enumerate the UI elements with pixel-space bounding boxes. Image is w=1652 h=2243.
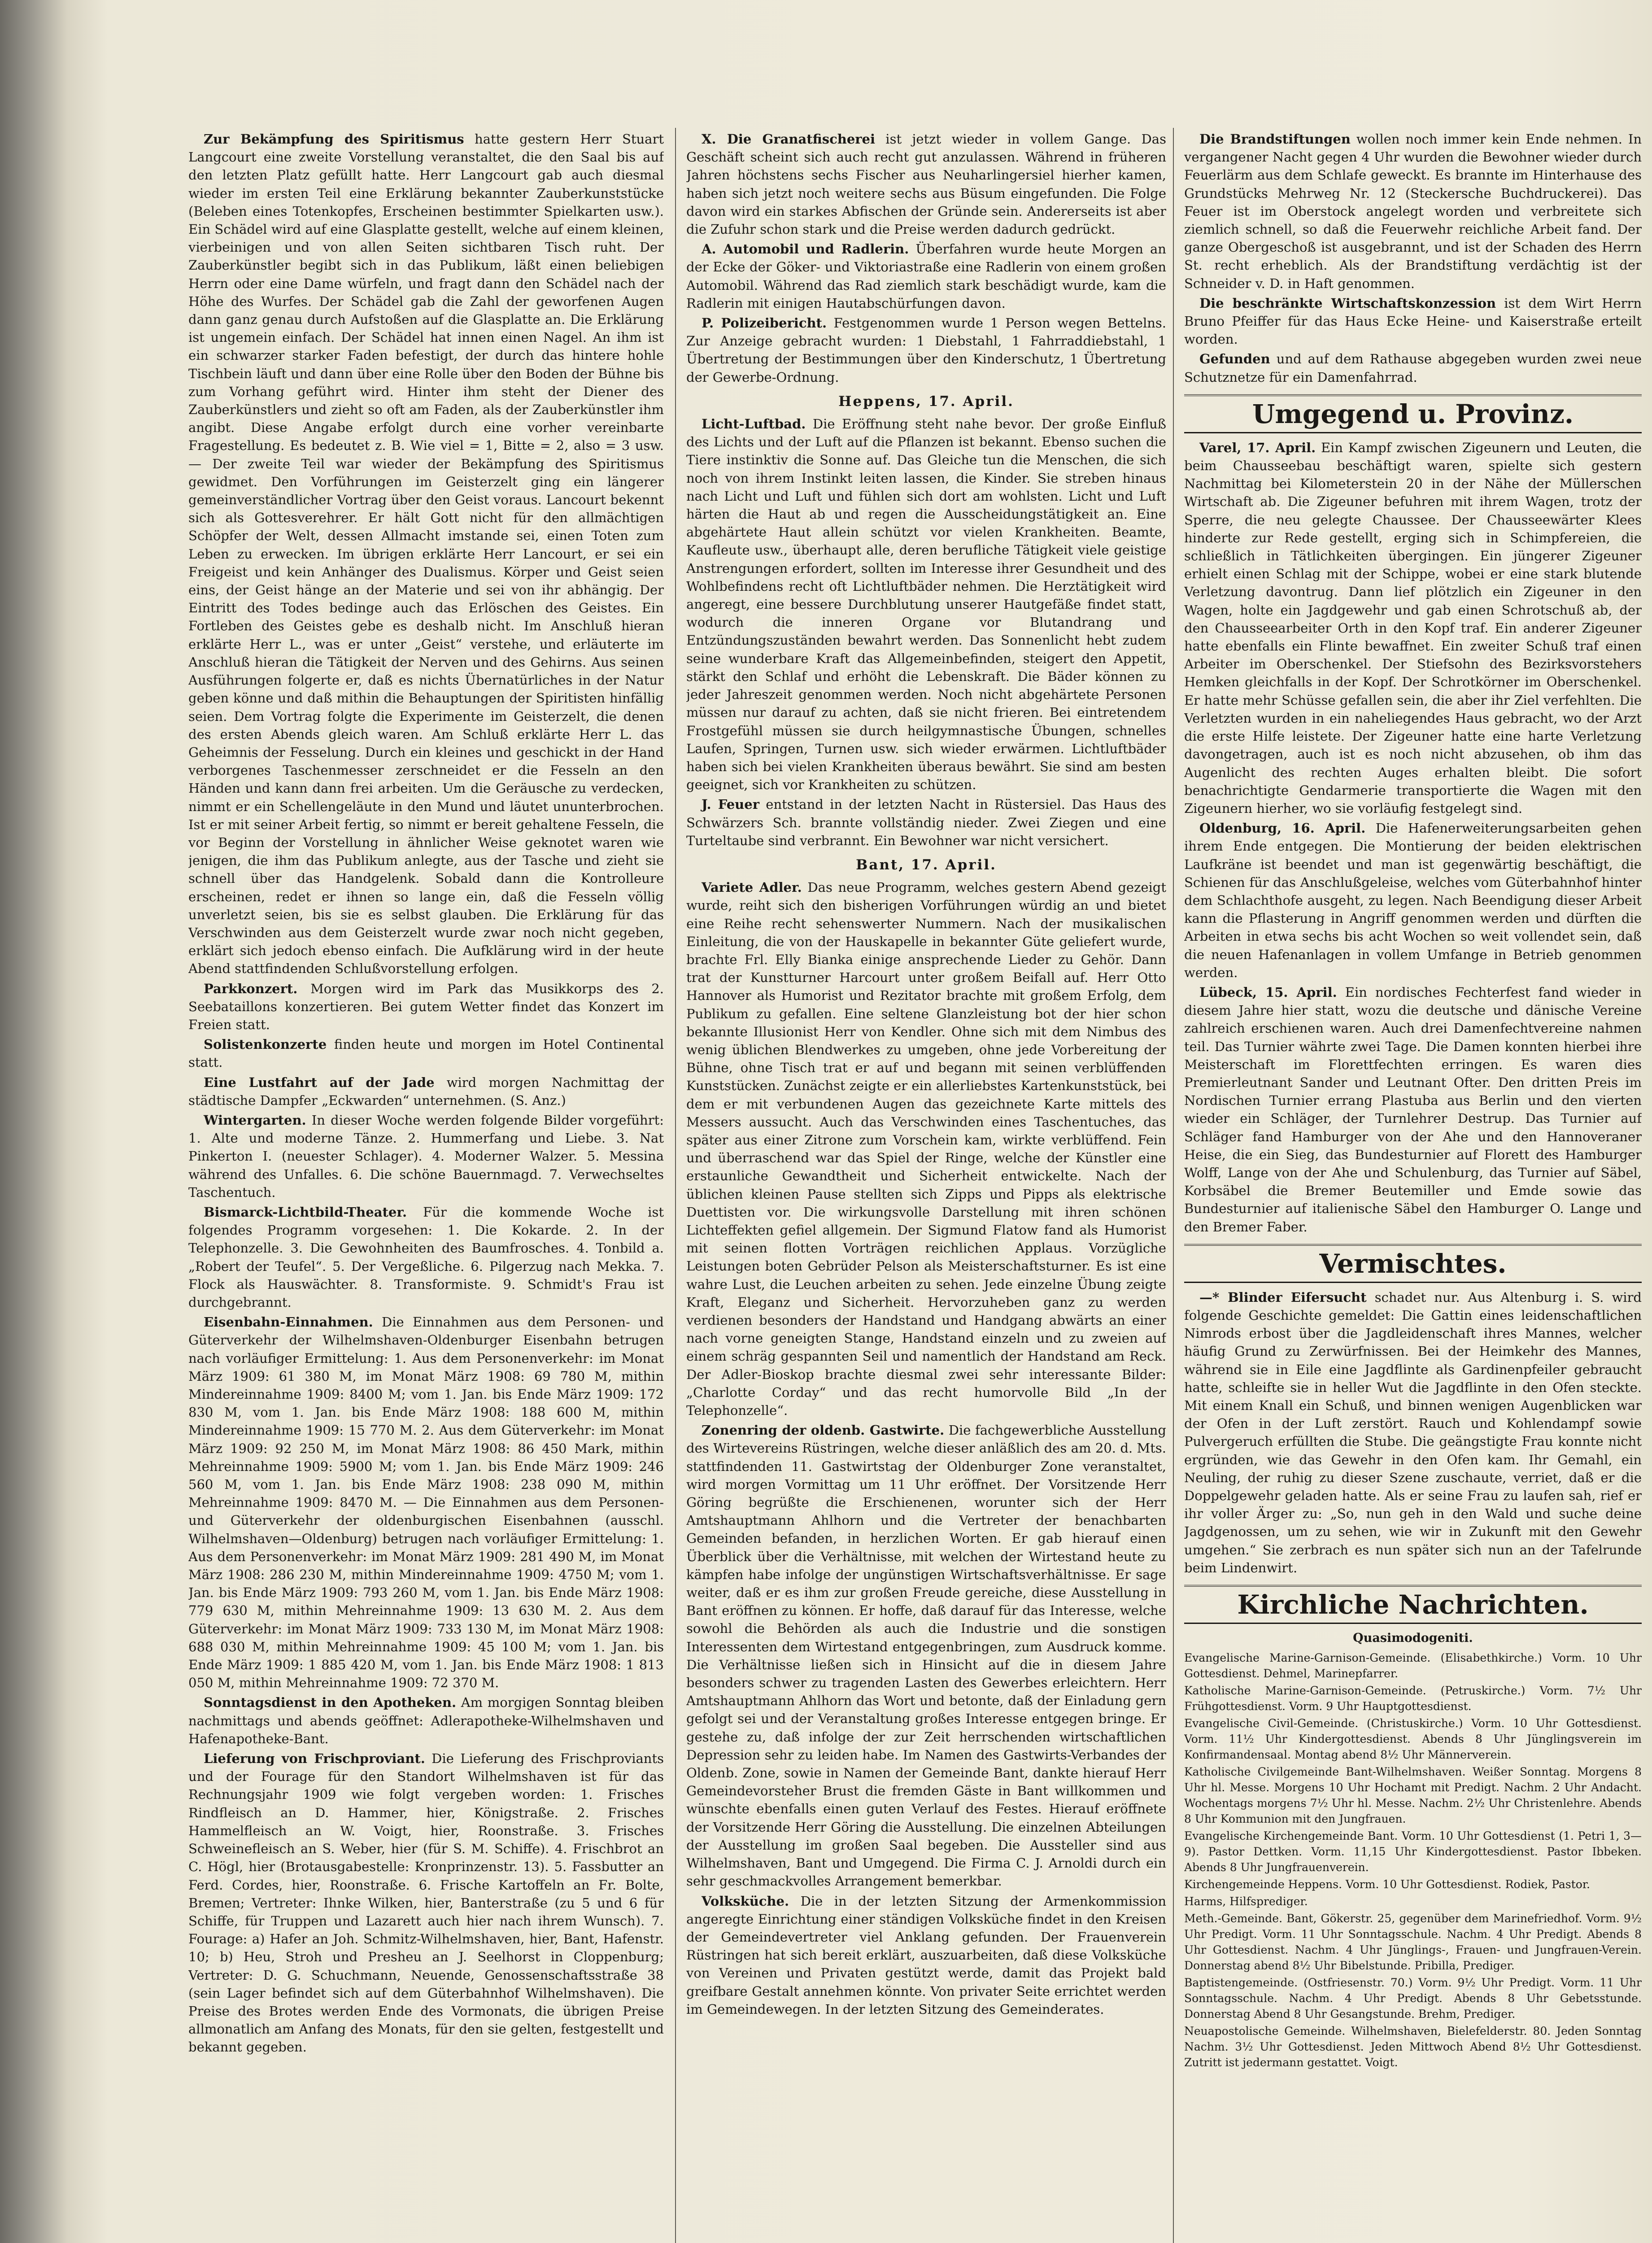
article-heading: Varel, 17. April. <box>1199 440 1316 455</box>
article-text: Die in der letzten Sitzung der Armenkommission angeregte Einrichtung einer ständigen Volksküche findet in den Kreisen der Gemeindevertreter viel Anklang gefunden. Der Frauenverein Rüstringen hat sich bereit erklärt, auszuarbeiten, daß diese Volksküche von Vereinen und Privaten gestützt werde, damit das Projekt bald greifbare Gestalt annehmen könnte. Von privater Seite errichtet werden im Gemeindewegen. In der letzten Sitzung des Gemeinderates. <box>686 1893 1166 2017</box>
article-heading: Sonntagsdienst in den Apotheken. <box>204 1695 457 1711</box>
church-entry: Neuapostolische Gemeinde. Wilhelmshaven, Bielefelderstr. 80. Jeden Sonntag Nachm. 3½ Uhr Gottesdienst. Jeden Mittwoch Abend 8½ Uhr Gottesdienst. Zutritt ist jedermann gestattet. Voigt. <box>1184 2025 1642 2069</box>
kirchliche-subtitle: Quasimodogeniti. <box>1353 1631 1473 1645</box>
article-heading: Solistenkonzerte <box>204 1037 327 1052</box>
church-entry: Evangelische Marine-Garnison-Gemeinde. (Elisabethkirche.) Vorm. 10 Uhr Gottesdienst. Dehmel, Marinepfarrer. <box>1184 1651 1642 1680</box>
article-text: Morgen wird im Park das Musikkorps des 2. Seebataillons konzertieren. Bei gutem Wetter findet das Konzert im Freien statt. <box>188 981 664 1032</box>
section-title-vermischtes: Vermischtes. <box>1184 1244 1642 1283</box>
article-heading: —* Blinder Eifersucht <box>1199 1289 1367 1305</box>
article-paragraph <box>188 980 664 1034</box>
article-paragraph <box>188 1750 664 2056</box>
local-news-top <box>686 130 1166 386</box>
church-entry: Kirchengemeinde Heppens. Vorm. 10 Uhr Gottesdienst. Rodiek, Pastor. <box>1184 1878 1590 1891</box>
article-heading: Gefunden <box>1199 351 1270 367</box>
church-entry: Evangelische Civil-Gemeinde. (Christuskirche.) Vorm. 10 Uhr Gottesdienst. Vorm. 11½ Uhr Kindergottesdienst. Abends 8 Uhr Jünglingsverein im Konfirmandensaal. Montag abend 8½ Uhr Männerverein. <box>1184 1717 1642 1762</box>
article-text: Festgenommen wurde 1 Person wegen Bettelns. Zur Anzeige gebracht wurden: 1 Diebstahl, 1 Fahrraddiebstahl, 1 Übertretung der Bestimmungen über den Kinderschutz, 1 Übertretung der Gewerbe-Ordnung. <box>686 315 1166 385</box>
article-text: Die Einnahmen aus dem Personen- und Güterverkehr der Wilhelmshaven-Oldenburger Eisenbahn betrugen nach vorläufiger Ermittelung: 1. Aus dem Personenverkehr: im Monat März 1909: 61 380 M, im Monat März 1908: 69 780 M, mithin Mindereinnahme 1909: 8400 M; vom 1. Jan. bis Ende März 1909: 172 830 M, vom 1. Jan. bis Ende März 1908: 188 600 M, mithin Mindereinnahme 1909: 15 770 M. 2. Aus dem Güterverkehr: im Monat März 1909: 92 250 M, im Monat März 1908: 86 450 Mark, mithin Mehreinnahme 1909: 5900 M; vom 1. Jan. bis Ende März 1909: 246 560 M, vom 1. Jan. bis Ende März 1908: 238 090 M, mithin Mehreinnahme 1909: 8470 M. — Die Einnahmen aus dem Personen- und Güterverkehr der oldenburgischen Eisenbahnen (ausschl. Wilhelmshaven—Oldenburg) betrugen nach vorläufiger Ermittelung: 1. Aus dem Personenverkehr: im Monat März 1909: 281 490 M, im Monat März 1908: 286 230 M, mithin Mindereinnahme 1909: 4750 M; vom 1. Jan. bis Ende März 1909: 793 260 M, vom 1. Jan. bis Ende März 1908: 779 630 M, mithin Mehreinnahme 1909: 13 630 M. 2. Aus dem Güterverkehr: im Monat März 1909: 733 130 M, im Monat März 1908: 688 030 M, mithin Mehreinnahme 1909: 45 100 M; vom 1. Jan. bis Ende März 1909: 1 885 420 M, vom 1. Jan. bis Ende März 1908: 1 813 050 M, mithin Mehreinnahme 1909: 72 370 M. <box>188 1314 664 1691</box>
article-heading: Eisenbahn-Einnahmen. <box>204 1314 373 1330</box>
article-text: Das neue Programm, welches gestern Abend gezeigt wurde, reiht sich den bisherigen Vorführungen würdig an und bietet eine Reihe recht sehenswerter Nummern. Nach der musikalischen Einleitung, die von der Hauskapelle in bekannter Güte geliefert wurde, brachte Frl. Elly Bianka einige ansprechende Lieder zu Gehör. Dann trat der Kunstturner Harcourt unter großem Beifall auf. Herr Otto Hannover als Humorist und Rezitator brachte mit großem Erfolg, dem Publikum zu gefallen. Eine seltene Glanzleistung bot der hier schon bekannte Illusionist Herr von Kendler. Ohne sich mit dem Nimbus des wenig üblichen Blendwerkes zu umgeben, ohne jede Vorbereitung der Bühne, ohne Tisch trat er auf und begann mit seinen verblüffenden Kunststücken. Zunächst zeigte er ein allerliebstes Kartenkunststück, bei dem er mit verbundenen Augen das gezeichnete Karte mittels des Messers aussucht. Auch das Verschwinden eines Taschentuches, das später aus einer Zitrone zum Vorschein kam, wirkte verblüffend. Fein und überraschend war das Spiel der Ringe, welche der Künstler eine erstaunliche Gewandtheit und Sicherheit entwickelte. Nach der üblichen kleinen Pause stellten sich Zipps und Pipps als elektrische Duettisten vor. Die wirkungsvolle Darstellung mit ihren schönen Lichteffekten gefiel allgemein. Der Sigmund Flatow fand als Humorist mit seinen flotten Vorträgen reichlichen Applaus. Vorzügliche Leistungen boten Gebrüder Pelson als Meisterschaftsturner. Es ist eine wahre Lust, die Leuchen arbeiten zu sehen. Jede einzelne Übung zeigte Kraft, Eleganz und Sicherheit. Hervorzuheben ganz zu werden verdienen besonders der Handstand und Handgang abwärts an einer nach vorne geneigten Stange, Handstand einzeln und zu zweien auf einem schräg gespannten Seil und namentlich der Handstand am Reck. Der Adler-Bioskop brachte diesmal zwei sehr interessante Bilder: „Charlotte Corday“ und das recht humorvolle Bild „In der Telephonzelle“. <box>686 880 1166 1418</box>
article-paragraph <box>686 415 1166 794</box>
article-heading: Licht-Luftbad. <box>702 416 806 432</box>
article-heading: Eine Lustfahrt auf der Jade <box>204 1074 435 1090</box>
article-heading: Lübeck, 15. April. <box>1199 984 1337 1000</box>
article-text: Für die kommende Woche ist folgendes Programm vorgesehen: 1. Die Kokarde. 2. In der Telephonzelle. 3. Die Gewohnheiten des Baumfrosches. 4. Tonbild a. „Robert der Teufel“. 5. Der Vergeßliche. 6. Pilgerzug nach Mekka. 7. Flock als Hauswächter. 8. Transformiste. 9. Schmidt's Frau ist durchgebrannt. <box>188 1204 664 1310</box>
article-text: wird morgen Nachmittag der städtische Dampfer „Eckwarden“ unternehmen. (S. Anz.) <box>188 1074 664 1108</box>
article-text: ist jetzt wieder in vollem Gange. Das Geschäft scheint sich auch recht gut anzulassen. Während in früheren Jahren höchstens sechs Fischer aus Neuharlingersiel hierher kamen, haben sich jetzt noch weitere sechs aus Büsum eingefunden. Die Folge davon wird ein starkes Abfischen der Gründe sein. Andererseits ist aber die Zufuhr schon stark und die Preise werden dadurch gedrückt. <box>686 131 1166 237</box>
article-heading: A. Automobil und Radlerin. <box>702 241 909 257</box>
vermischtes-news <box>1184 1288 1642 1577</box>
dateline-bant: Bant, 17. April. <box>856 856 997 873</box>
article-paragraph <box>188 1111 664 1201</box>
article-paragraph <box>686 1892 1166 2018</box>
article-paragraph <box>686 795 1166 850</box>
church-entry: Meth.-Gemeinde. Bant, Gökerstr. 25, gegenüber dem Marinefriedhof. Vorm. 9½ Uhr Predigt. Vorm. 11 Uhr Sonntagsschule. Nachm. 4 Uhr Predigt. Abends 8 Uhr Gottesdienst. Nachm. 4 Uhr Jünglings-, Frauen- und Jungfrauen-Verein. Donnerstag abend 8½ Uhr Bibelstunde. Pribilla, Prediger. <box>1184 1912 1642 1972</box>
article-heading: Parkkonzert. <box>204 981 298 996</box>
article-text: Die Hafenerweiterungsarbeiten gehen ihrem Ende entgegen. Die Montierung der beiden elektrischen Laufkräne ist beendet und man ist gegenwärtig beschäftigt, die Schienen für das Anschlußgeleise, welches vom Güterbahnhof hinter dem Schlachthofe ausgeht, zu legen. Nach Beendigung dieser Arbeit kann die Pflasterung in Angriff genommen werden und dürften die Arbeiten in etwa sechs bis acht Wochen so weit vollendet sein, daß die neuen Hafenanlagen in vollem Umfange in Betrieb genommen werden. <box>1184 820 1642 980</box>
article-paragraph <box>686 314 1166 386</box>
article-paragraph <box>686 1421 1166 1890</box>
local-news-right <box>1184 130 1642 386</box>
bant-news <box>686 878 1166 2018</box>
article-heading: Die beschränkte Wirtschaftskonzession <box>1199 295 1496 311</box>
article-paragraph <box>188 1073 664 1109</box>
article-paragraph <box>188 1693 664 1748</box>
article-text: Die fachgewerbliche Ausstellung des Wirtevereins Rüstringen, welche dieser anläßlich des am 20. d. Mts. stattfindenden 11. Gastwirtstag der Oldenburger Zone veranstaltet, wird morgen Vormittag um 11 Uhr eröffnet. Der Vorsitzende Herr Göring begrüßte die Erschienenen, worunter sich der Herr Amtshauptmann Ahlhorn und die Vertreter der benachbarten Gemeinden befanden, in herzlichen Worten. Er gab hierauf einen Überblick über die Verhältnisse, mit welchen der Wirtestand heute zu kämpfen habe infolge der ungünstigen Wirtschaftsverhältnisse. Er sage weiter, daß er es ihm zur großen Freude gereiche, diese Ausstellung in Bant eröffnen zu können. Er hoffe, daß darauf für das Interesse, welche sowohl die Behörden als auch die Industrie und die sonstigen Interessenten dem Wirtestand entgegenbringen, zum Ausdruck komme. Die Verhältnisse ließen sich in Hinsicht auf die in diesem Jahre besonders schwer zu tragenden Lasten des Gewerbes erleichtern. Herr Amtshauptmann Ahlhorn das Wort und betonte, daß der Einladung gern gefolgt sei und der Veranstaltung großes Interesse entgegen bringe. Er gestehe zu, daß infolge der zur Zeit herrschenden wirtschaftlichen Depression sehr zu leiden habe. Im Namen des Gastwirts-Verbandes der Oldenb. Zone, sowie in Namen der Gemeinde Bant, dankte hierauf Herr Gemeindevorsteher Brust die fremden Gäste in Bant willkommen und wünschte ebenfalls einen guten Verlauf des Festes. Hierauf eröffnete der Vorsitzende Herr Göring die Ausstellung. Die einzelnen Abteilungen der Ausstellung im großen Saal begeben. Die Aussteller sind aus Wilhelmshaven, Bant und Umgegend. Die Firma C. J. Arnoldi durch ein sehr geschmackvolles Arrangement bemerkbar. <box>686 1423 1166 1889</box>
column-middle <box>686 130 1166 2243</box>
article-heading: Die Brandstiftungen <box>1199 131 1351 147</box>
section-title-umgegend: Umgegend u. Provinz. <box>1184 394 1642 433</box>
column-rule <box>675 128 676 2243</box>
church-entry: Evangelische Kirchengemeinde Bant. Vorm. 10 Uhr Gottesdienst (1. Petri 1, 3—9). Pastor Dettken. Vorm. 11,15 Uhr Kindergottesdienst. Pastor Ibbeken. Abends 8 Uhr Jungfrauenverein. <box>1184 1829 1642 1874</box>
article-paragraph <box>1184 1288 1642 1577</box>
column-left <box>188 130 664 2243</box>
article-text: Überfahren wurde heute Morgen an der Ecke der Göker- und Viktoriastraße eine Radlerin von einem großen Automobil. Während das Rad ziemlich stark beschädigt wurde, kam die Radlerin mit einigen Hautabschürfungen davon. <box>686 241 1166 311</box>
article-heading: Wintergarten. <box>204 1112 306 1128</box>
article-paragraph <box>686 130 1166 238</box>
article-text: Die Eröffnung steht nahe bevor. Der große Einfluß des Lichts und der Luft auf die Pflanzen ist bekannt. Ebenso suchen die Tiere instinktiv die Sonne auf. Das Gleiche tun die Menschen, die sich noch von ihrem Instinkt leiten lassen, die Kinder. Sie streben hinaus nach Licht und Luft und fühlen sich dort am wohlsten. Licht und Luft härten die Haut ab und regen die Ausscheidungstätigkeit an. Eine abgehärtete Haut allein schützt vor vielen Krankheiten. Beamte, Kaufleute usw., überhaupt alle, deren berufliche Tätigkeit viele geistige Anstrengungen erfordert, sollten im Interesse ihrer Gesundheit und des Wohlbefindens recht oft Lichtluftbäder nehmen. Die Herztätigkeit wird angeregt, eine bessere Durchblutung unserer Hautgefäße findet statt, wodurch die inneren Organe vor Blutandrang und Entzündungszuständen bewahrt werden. Das Sonnenlicht hebt zudem seine wunderbare Kraft das Allgemeinbefinden, steigert den Appetit, stärkt den Schlaf und erhöht die Lebenskraft. Die Bäder können zu jeder Jahreszeit genommen werden. Noch nicht abgehärtete Personen müssen nur darauf zu achten, daß sie nicht frieren. Bei eintretendem Frostgefühl müssen sie durch heilgymnastische Übungen, schnelles Laufen, Springen, Turnen usw. sich wieder erwärmen. Lichtluftbäder haben sich bei vielen Krankheiten überaus bewährt. Sie sind am besten geeignet, sich vor Krankheiten zu schützen. <box>686 416 1166 793</box>
article-heading: P. Polizeibericht. <box>702 315 827 331</box>
article-text: In dieser Woche werden folgende Bilder vorgeführt: 1. Alte und moderne Tänze. 2. Hummerfang und Liebe. 3. Nat Pinkerton I. (neuester Schlager). 4. Moderner Walzer. 5. Messina während des Unfalles. 6. Die schöne Bauernmagd. 7. Verwechseltes Taschentuch. <box>188 1112 664 1200</box>
article-paragraph <box>188 1035 664 1071</box>
article-paragraph <box>1184 819 1642 982</box>
article-paragraph <box>686 878 1166 1419</box>
heppens-news <box>686 415 1166 850</box>
article-paragraph <box>1184 983 1642 1236</box>
article-paragraph <box>1184 350 1642 386</box>
article-paragraph <box>188 130 664 978</box>
church-entry: Baptistengemeinde. (Ostfriesenstr. 70.) Vorm. 9½ Uhr Predigt. Vorm. 11 Uhr Sonntagsschule. Nachm. 4 Uhr Predigt. Abends 8 Uhr Gebetsstunde. Donnerstag Abend 8 Uhr Gesangstunde. Brehm, Prediger. <box>1184 1976 1642 2021</box>
church-entry: Harms, Hilfsprediger. <box>1184 1895 1308 1908</box>
article-paragraph <box>1184 294 1642 349</box>
article-text: hatte gestern Herr Stuart Langcourt eine zweite Vorstellung veranstaltet, die den Saal bis auf den letzten Platz gefüllt hatte. Herr Langcourt gab auch diesmal wieder im ersten Teil eine Erklärung bekannter Zauberkunststücke (Beleben eines Totenkopfes, Erscheinen bestimmter Spielkarten usw.). Ein Schädel wird auf eine Glasplatte gestellt, welche auf einem kleinen, vierbeinigen und von allen Seiten sichtbaren Tisch ruht. Der Zauberkünstler begibt sich in das Publikum, läßt einen beliebigen Herrn oder eine Dame würfeln, und fragt dann den Schädel nach der Höhe des Wurfes. Der Schädel gab die Zahl der geworfenen Augen dann ganz genau durch Aufstoßen auf die Glasplatte an. Die Erklärung ist ungemein einfach. Der Schädel hat innen einen Nagel. An ihm ist ein schwarzer starker Faden befestigt, der durch das hintere hohle Tischbein läuft und dann über eine Rolle über den Boden der Bühne bis zum Vorhang geführt wird. Hinter ihm steht der Diener des Zauberkünstlers und zieht so oft am Faden, als der Zauberkünstler ihm angibt. Diese Angabe erfolgt durch eine vorher vereinbarte Fragestellung. Es bedeutet z. B. Wie viel = 1, Bitte = 2, also = 3 usw. — Der zweite Teil war wieder der Bekämpfung des Spiritismus gewidmet. Den Vorführungen im Geisterzelt ging ein längerer gemeinverständlicher Vortrag über den Geist voraus. Lancourt bekennt sich als Gottesverehrer. Er hält Gott nicht für den allmächtigen Schöpfer der Welt, dessen Allmacht imstande sei, einen Toten zum Leben zu erwecken. Im übrigen erklärte Herr Lancourt, er sei ein Freigeist und kein Anhänger des Dualismus. Körper und Geist seien eins, der Geist hänge an der Materie und sei von ihr abhängig. Der Eintritt des Todes bedinge auch das Erlöschen des Geistes. Ein Fortleben des Geistes gebe es deshalb nicht. Im Anschluß hieran erklärte Herr L., was er unter „Geist“ verstehe, und erläuterte im Anschluß hieran die Tätigkeit der Nerven und des Gehirns. Aus seinen Ausführungen folgerte er, daß es nichts Übernatürliches in der Natur geben könne und daß mithin die Behauptungen der Spiritisten hinfällig seien. Dem Vortrag folgte die Experimente im Geisterzelt, die denen des ersten Abends gleich waren. Am Schluß erklärte Herr L. das Geheimnis der Fesselung. Durch ein kleines und geschickt in der Hand verborgenes Taschenmesser zerschneidet er die Fesseln an den Händen und kann dann frei arbeiten. Um die Geräusche zu verdecken, nimmt er ein Schellengeläute in den Mund und läutet ununterbrochen. Ist er mit seiner Arbeit fertig, so nimmt er bereit gehaltene Fesseln, die vor Beginn der Vorstellung in ähnlicher Weise geknotet waren wie jenigen, die ihm das Publikum anlegte, aus der Tasche und zieht sie schnell über das Handgelenk. Sobald dann die Kontrolleure erscheinen, redet er ihnen so lange ein, daß die Fesseln völlig unverletzt seien, bis sie es selbst glauben. Die Erklärung für das Verschwinden aus dem Geisterzelt wurde zwar noch nicht gegeben, erklärt sich jedoch ebenso einfach. Die Aufklärung wird in der heute Abend stattfindenden Schlußvorstellung erfolgen. <box>188 131 664 977</box>
article-text: wollen noch immer kein Ende nehmen. In vergangener Nacht gegen 4 Uhr wurden die Bewohner wieder durch Feuerlärm aus dem Schlafe geweckt. Es brannte im Hinterhause des Grundstücks Mehrweg Nr. 12 (Steckersche Buchdruckerei). Das Feuer ist im Oberstock angelegt worden und verbreitete sich ziemlich schnell, so daß die Feuerwehr reichliche Arbeit fand. Der ganze Obergeschoß ist ausgebrannt, und ist der Schaden des Herrn St. recht erheblich. Als der Brandstiftung verdächtig ist der Schneider v. D. in Haft genommen. <box>1184 131 1642 291</box>
article-heading: Volksküche. <box>702 1893 789 1909</box>
article-text: ist dem Wirt Herrn Bruno Pfeiffer für das Haus Ecke Heine- und Kaiserstraße erteilt worden. <box>1184 295 1642 347</box>
article-paragraph <box>686 240 1166 312</box>
article-heading: Zonenring der oldenb. Gastwirte. <box>702 1423 945 1438</box>
article-text: entstand in der letzten Nacht in Rüstersiel. Das Haus des Schwärzers Sch. brannte vollständig nieder. Zwei Ziegen und eine Turteltaube sind verbrannt. Ein Bewohner war nicht versichert. <box>686 797 1166 848</box>
article-paragraph <box>188 1203 664 1311</box>
article-heading: Bismarck-Lichtbild-Theater. <box>204 1204 407 1220</box>
article-paragraph <box>1184 439 1642 817</box>
article-heading: Lieferung von Frischproviant. <box>204 1751 425 1767</box>
article-text: schadet nur. Aus Altenburg i. S. wird folgende Geschichte gemeldet: Die Gattin eines leidenschaftlichen Nimrods erbost über die Jagdleidenschaft ihres Mannes, welcher häufig Grund zu Zerwürfnissen. Bei der Heimkehr des Mannes, während sie in Eile eine Jagdflinte als Gardinenpfeiler gebraucht hatte, schleifte sie in heller Wut die Jagdflinte in den Ofen steckte. Mit einem Knall ein Schuß, und binnen wenigen Augenblicken war der Ofen in der Luft zerstört. Rauch und Kohlendampf sowie Pulvergeruch erfüllten die Stube. Die geängstigte Frau konnte nicht ergründen, wie das Gewehr in den Ofen kam. Ihr Gemahl, ein Neuling, der ruhig zu dieser Szene zuschaute, verriet, daß er die Doppelgewehr geladen hatte. Als er seine Frau zu laufen sah, rief er ihr voller Ärger zu: „So, nun geh in den Wald und suche deine Jagdgenossen, um zu sehen, wie wir in Zukunft mit den Gewehr umgehen.“ Sie zerbrach es nun später sich nun an der Tafelrunde beim Lindenwirt. <box>1184 1289 1642 1575</box>
section-title-kirchliche: Kirchliche Nachrichten. <box>1184 1585 1642 1624</box>
article-paragraph <box>188 1313 664 1692</box>
article-heading: Zur Bekämpfung des Spiritismus <box>204 131 464 147</box>
article-text: Am morgigen Sonntag bleiben nachmittags und abends geöffnet: Adlerapotheke-Wilhelmshaven und Hafenapotheke-Bant. <box>188 1695 664 1746</box>
column-rule <box>1173 128 1174 2243</box>
dateline-heppens: Heppens, 17. April. <box>838 393 1014 410</box>
article-text: Ein Kampf zwischen Zigeunern und Leuten, die beim Chausseebau beschäftigt waren, spielte sich gestern Nachmittag bei Kilometerstein 20 in der Nähe der Müllerschen Wirtschaft ab. Die Zigeuner befuhren mit ihrem Wagen, trotz der Sperre, die neu gelegte Chaussee. Der Chausseewärter Klees hinderte zur Rede gestellt, erging sich in Schimpfereien, die schließlich in Tätlichkeiten übergingen. Ein jüngerer Zigeuner erhielt einen Schlag mit der Schippe, wobei er eine stark blutende Verletzung davontrug. Dann lief plötzlich ein Zigeuner in den Wagen, holte ein Jagdgewehr und gab einen Schrotschuß ab, der den Chausseearbeiter Orth in den Kopf traf. Ein anderer Zigeuner hatte ebenfalls ein Flinte bewaffnet. Ein zweiter Schuß traf einen Arbeiter im Oberschenkel. Der Stiefsohn des Bezirksvorstehers Hemken gleichfalls in der Kopf. Der Schrotkörner im Oberschenkel. Er hatte mehr Schüsse gefallen sein, die aber ihr Ziel verfehlten. Die Verletzten wurden in ein naheliegendes Haus gebracht, wo der Arzt die erste Hilfe leistete. Der Zigeuner hatte eine harte Verletzung davongetragen, auch ist es noch nicht abzusehen, ob ihm das Augenlicht des rechten Auges erhalten bleibt. Die sofort benachrichtigte Gendarmerie transportierte die Wagen mit den Zigeunern hierher, wo sie vorläufig festgelegt sind. <box>1184 440 1642 816</box>
church-entry: Katholische Civilgemeinde Bant-Wilhelmshaven. Weißer Sonntag. Morgens 8 Uhr hl. Messe. Morgens 10 Uhr Hochamt mit Predigt. Nachm. 2 Uhr Andacht. Wochentags morgens 7½ Uhr hl. Messe. Nachm. 2½ Uhr Christenlehre. Abends 8 Uhr Kommunion mit den Jungfrauen. <box>1184 1765 1642 1826</box>
article-text: Ein nordisches Fechterfest fand wieder in diesem Jahre hier statt, wozu die deutsche und dänische Vereine zahlreich erschienen waren. Auch drei Damenfechtvereine nahmen teil. Das Turnier währte zwei Tage. Die Damen konnten hierbei ihre Meisterschaft im Florettfechten erringen. Es waren dies Premierleutnant Sander und Leutnant Ofter. Den dritten Preis im Nordischen Turnier errang Plastuba aus Berlin und den vierten wieder ein Schläger, der Turnlehrer Destrup. Das Turnier auf Schläger fand Hamburger von der Ahe und den Hannoveraner Heise, die ein Sieg, das Bundesturnier auf Florett des Hamburger Wolff, Lange von der Ahe und Schulenburg, das Turnier auf Säbel, Korbsäbel die Bremer Beutemiller und Emde sowie das Bundesturnier auf italienische Säbel den Hamburger O. Lange und den Bremer Faber. <box>1184 984 1642 1235</box>
article-text: und auf dem Rathause abgegeben wurden zwei neue Schutznetze für ein Damenfahrrad. <box>1184 351 1642 385</box>
article-heading: X. Die Granatfischerei <box>702 131 876 147</box>
article-text: finden heute und morgen im Hotel Continental statt. <box>188 1037 664 1070</box>
column-right <box>1184 130 1642 2243</box>
article-paragraph <box>1184 130 1642 292</box>
article-text: Die Lieferung des Frischproviants und der Fourage für den Standort Wilhelmshaven ist für das Rechnungsjahr 1909 wie folgt vergeben worden: 1. Frisches Rindfleisch an D. Hammer, hier, Königstraße. 2. Frisches Hammelfleisch an W. Voigt, hier, Roonstraße. 3. Frisches Schweinefleisch an S. Weber, hier (für S. M. Schiffe). 4. Frischbrot an C. Högl, hier (Brotausgabestelle: Kronprinzenstr. 13). 5. Fassbutter an Ferd. Cordes, hier, Roonstraße. 6. Frische Kartoffeln an Fr. Bolte, Bremen; Vertreter: Ihnke Wilken, hier, Banterstraße (zu 5 und 6 für Schiffe, für Truppen und Lazarett auch hier nach ihrem Wunsch). 7. Fourage: a) Hafer an Joh. Schmitz-Wilhelmshaven, hier, Bant, Hafenstr. 10; b) Heu, Stroh und Presheu an J. Seelhorst in Cloppenburg; Vertreter: D. G. Schuchmann, Neuende, Genossenschaftsstraße 38 (sein Lager befindet sich auf dem Güterbahnhof Wilhelmshaven). Die Preise des Brotes werden Ende des Vormonats, die übrigen Preise allmonatlich am Anfang des Monats, für den sie gelten, festgestellt und bekannt gegeben. <box>188 1751 664 2055</box>
article-heading: Oldenburg, 16. April. <box>1199 820 1366 836</box>
umgegend-news <box>1184 439 1642 1236</box>
church-entry: Katholische Marine-Garnison-Gemeinde. (Petruskirche.) Vorm. 7½ Uhr Frühgottesdienst. Vorm. 9 Uhr Hauptgottesdienst. <box>1184 1684 1642 1713</box>
church-listing <box>1184 1650 1642 2070</box>
article-heading: J. Feuer <box>702 797 759 812</box>
article-heading: Variete Adler. <box>702 880 802 895</box>
